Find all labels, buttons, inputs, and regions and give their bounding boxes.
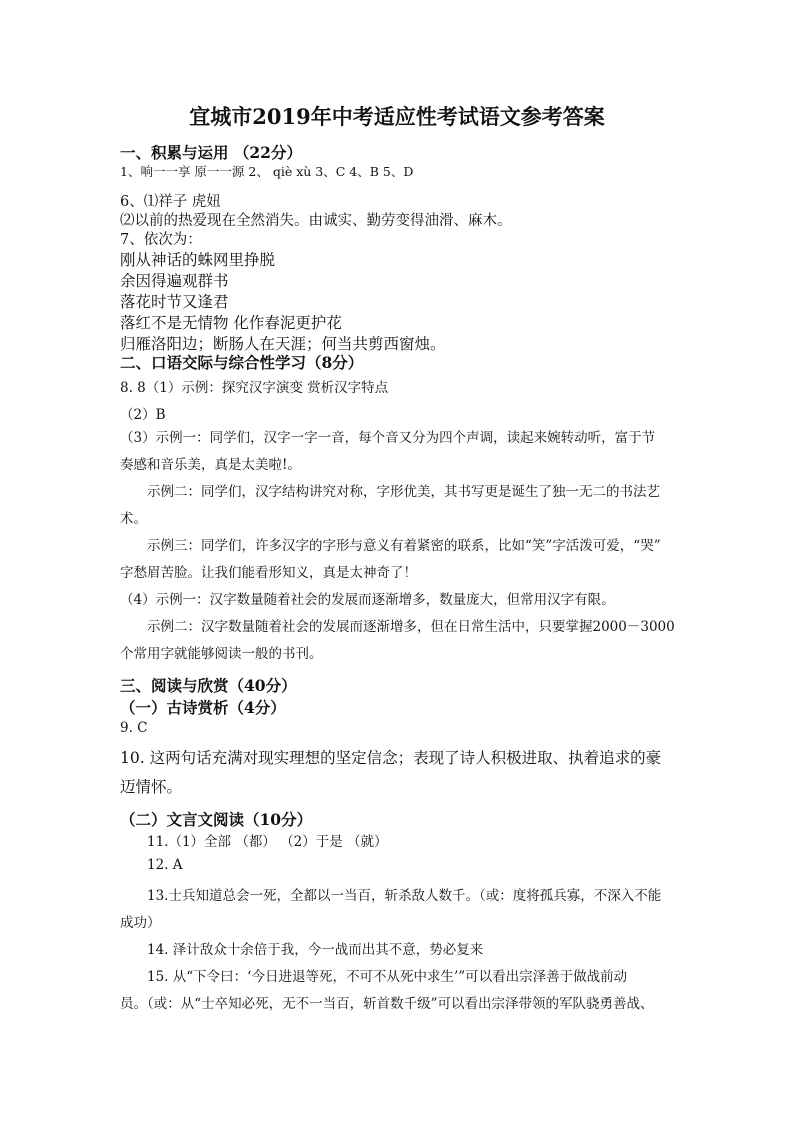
subsection-heading: （一）古诗赏析（4分）	[120, 698, 286, 717]
answer-line: 员。（或：从“士卒知必死，无不一当百，斩首数千级”可以看出宗泽带领的军队骁勇善战、	[120, 996, 654, 1012]
answer-line: 迈情怀。	[120, 778, 183, 796]
section-heading: 三、阅读与欣赏（40分）	[120, 676, 297, 695]
answer-line: 13.士兵知道总会一死，全都以一当百，斩杀敌人数千。（或：度将孤兵寡，不深入不能	[147, 888, 662, 904]
answer-line: 示例二：汉字数量随着社会的发展而逐渐增多，但在日常生活中，只要掌握2000－3000	[147, 619, 675, 635]
answer-line: 个常用字就能够阅读一般的书刊。	[120, 646, 323, 662]
answer-line: 6、⑴祥子 虎妞	[120, 194, 221, 210]
answer-line: 1、响一一享 原一一源 2、 qiè xù 3、C 4、B 5、D	[120, 164, 414, 179]
answer-line: 刚从神话的蛛网里挣脱	[120, 251, 276, 269]
answer-line: 落红不是无情物 化作春泥更护花	[120, 314, 342, 332]
document-title: 宜城市2019年中考适应性考试语文参考答案	[189, 104, 605, 129]
answer-line: 10. 这两句话充满对现实理想的坚定信念；表现了诗人积极进取、执着追求的豪	[120, 749, 662, 767]
answer-line: 7、依次为：	[120, 232, 202, 248]
answer-line: 字愁眉苦脸。让我们能看形知义，真是太神奇了！	[120, 565, 417, 581]
answer-line: 8. 8（1）示例：探究汉字演变 赏析汉字特点	[120, 380, 389, 396]
answer-line: ⑵以前的热爱现在全然消失。由诚实、勤劳变得油滑、麻木。	[120, 213, 512, 229]
answer-line: 归雁洛阳边；断肠人在天涯；何当共剪西窗烛。	[120, 335, 446, 353]
answer-line: 余因得遍观群书	[120, 272, 229, 290]
answer-line: 示例二：同学们，汉字结构讲究对称，字形优美，其书写更是诞生了独一无二的书法艺	[147, 484, 660, 500]
subsection-heading: （二）文言文阅读（10分）	[120, 810, 313, 829]
answer-line: 落花时节又逢君	[120, 293, 229, 311]
answer-line: 15. 从“下令曰：‘今日进退等死，不可不从死中求生’”可以看出宗泽善于做战前动	[147, 969, 628, 985]
answer-line: （3）示例一：同学们，汉字一字一音，每个音又分为四个声调，读起来婉转动听，富于节	[120, 430, 656, 446]
answer-line: 示例三：同学们，许多汉字的字形与意义有着紧密的联系，比如“笑”字活泼可爱，“哭”	[147, 538, 661, 554]
answer-line: 14. 泽计敌众十余倍于我，今一战而出其不意，势必复来	[147, 942, 484, 958]
section-heading: 二、口语交际与综合性学习（8分）	[120, 353, 364, 372]
answer-line: 奏感和音乐美，真是太美啦!。	[120, 457, 301, 473]
answer-line: 术。	[120, 511, 147, 527]
answer-line: 成功）	[120, 915, 161, 931]
section-heading: 一、积累与运用 （22分）	[120, 143, 302, 162]
answer-line: 11.（1）全部 （都） （2）于是 （就）	[147, 834, 388, 850]
answer-line: 9. C	[120, 720, 148, 736]
answer-line: （2）B	[120, 407, 166, 423]
answer-line: 12. A	[147, 857, 183, 873]
answer-line: （4）示例一：汉字数量随着社会的发展而逐渐增多，数量庞大，但常用汉字有限。	[120, 592, 615, 608]
